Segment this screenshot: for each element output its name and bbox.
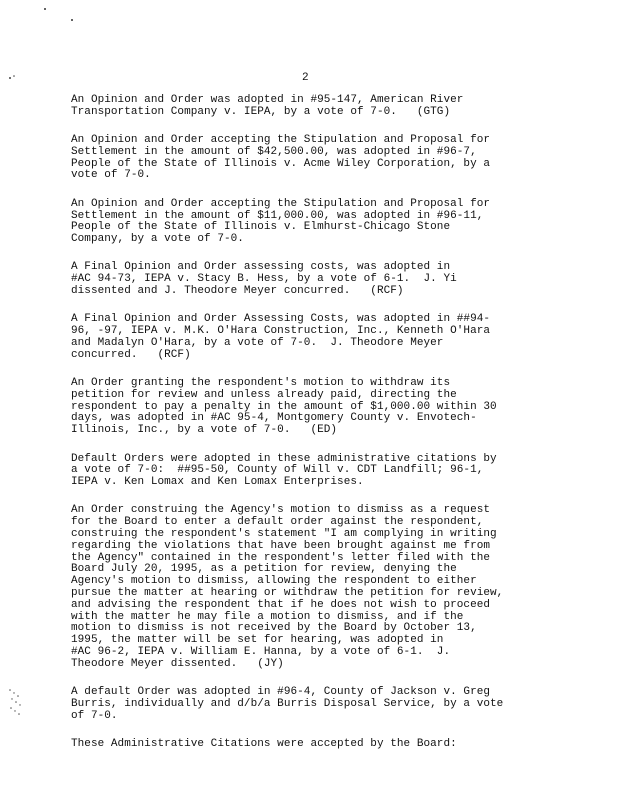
paragraph-envotech: An Order granting the respondent's motion to withdraw its petition for review and unless already paid, directing the respondent to pay a penalty in the amount of $1,000.00 within 30 days, was adopted in #AC 95-4, Montgomery County v. Envotech- Illinois, Inc., by a vote of 7-0. (ED): [71, 377, 497, 437]
scan-speck: [13, 75, 15, 77]
scan-noise-cluster: [9, 689, 20, 715]
paragraph-greg-burris: A default Order was adopted in #96-4, County of Jackson v. Greg Burris, individually and d/b/a Burris Disposal Service, by a vote of 7-0.: [71, 686, 504, 722]
page-number: 2: [302, 72, 309, 84]
scan-speck: [9, 77, 11, 79]
scan-speck: [44, 8, 46, 10]
paragraph-admin-citations-heading: These Administrative Citations were accepted by the Board:: [71, 737, 457, 750]
paragraph-william-hanna: An Order construing the Agency's motion to dismiss as a request for the Board to enter a default order against the respondent, construing the respondent's statement "I am complying in writing regarding the violations that have been brought against me from the Agency" contained in the respondent's letter filed with the Board July 20, 1995, as a petition for review, denying the Agency's motion to dismiss, allowing the respondent to either pursue the matter at hearing or withdraw the petition for review, and advising the respondent that if he does not wish to proceed with the matter he may file a motion to dismiss, and if the motion to dismiss is not received by the Board by October 13, 1995, the matter will be set for hearing, was adopted in #AC 96-2, IEPA v. William E. Hanna, by a vote of 6-1. J. Theodore Meyer dissented. (JY): [71, 504, 504, 670]
paragraph-elmhurst-chicago: An Opinion and Order accepting the Stipulation and Proposal for Settlement in the amount of $11,000.00, was adopted in #96-11, People of the State of Illinois v. Elmhurst-Chicago Stone Company, by a vote of 7-0.: [71, 197, 491, 246]
paragraph-default-orders: Default Orders were adopted in these administrative citations by a vote of 7-0: ##95-50, County of Will v. CDT Landfill; 96-1, IEPA v. Ken Lomax and Ken Lomax Enterprises.: [71, 452, 497, 489]
paragraph-american-river: An Opinion and Order was adopted in #95-147, American River Transportation Company v. IEPA, by a vote of 7-0. (GTG): [71, 94, 464, 118]
paragraph-stacy-hess: A Final Opinion and Order assessing costs, was adopted in #AC 94-73, IEPA v. Stacy B. Hess, by a vote of 6-1. J. Yi dissented and J. Theodore Meyer concurred. (RCF): [71, 261, 457, 298]
paragraph-acme-wiley: An Opinion and Order accepting the Stipulation and Proposal for Settlement in the amount of $42,500.00, was adopted in #96-7, People of the State of Illinois v. Acme Wiley Corporation, by a vote of 7-0.: [71, 134, 491, 182]
paragraph-ohara-construction: A Final Opinion and Order Assessing Costs, was adopted in ##94- 96, -97, IEPA v. M.K. O'Hara Construction, Inc., Kenneth O'Hara and Madalyn O'Hara, by a vote of 7-0. J. Theodore Meyer concurred. (RCF): [71, 313, 491, 361]
scan-speck: [71, 19, 73, 21]
minutes-body: [71, 95, 551, 767]
